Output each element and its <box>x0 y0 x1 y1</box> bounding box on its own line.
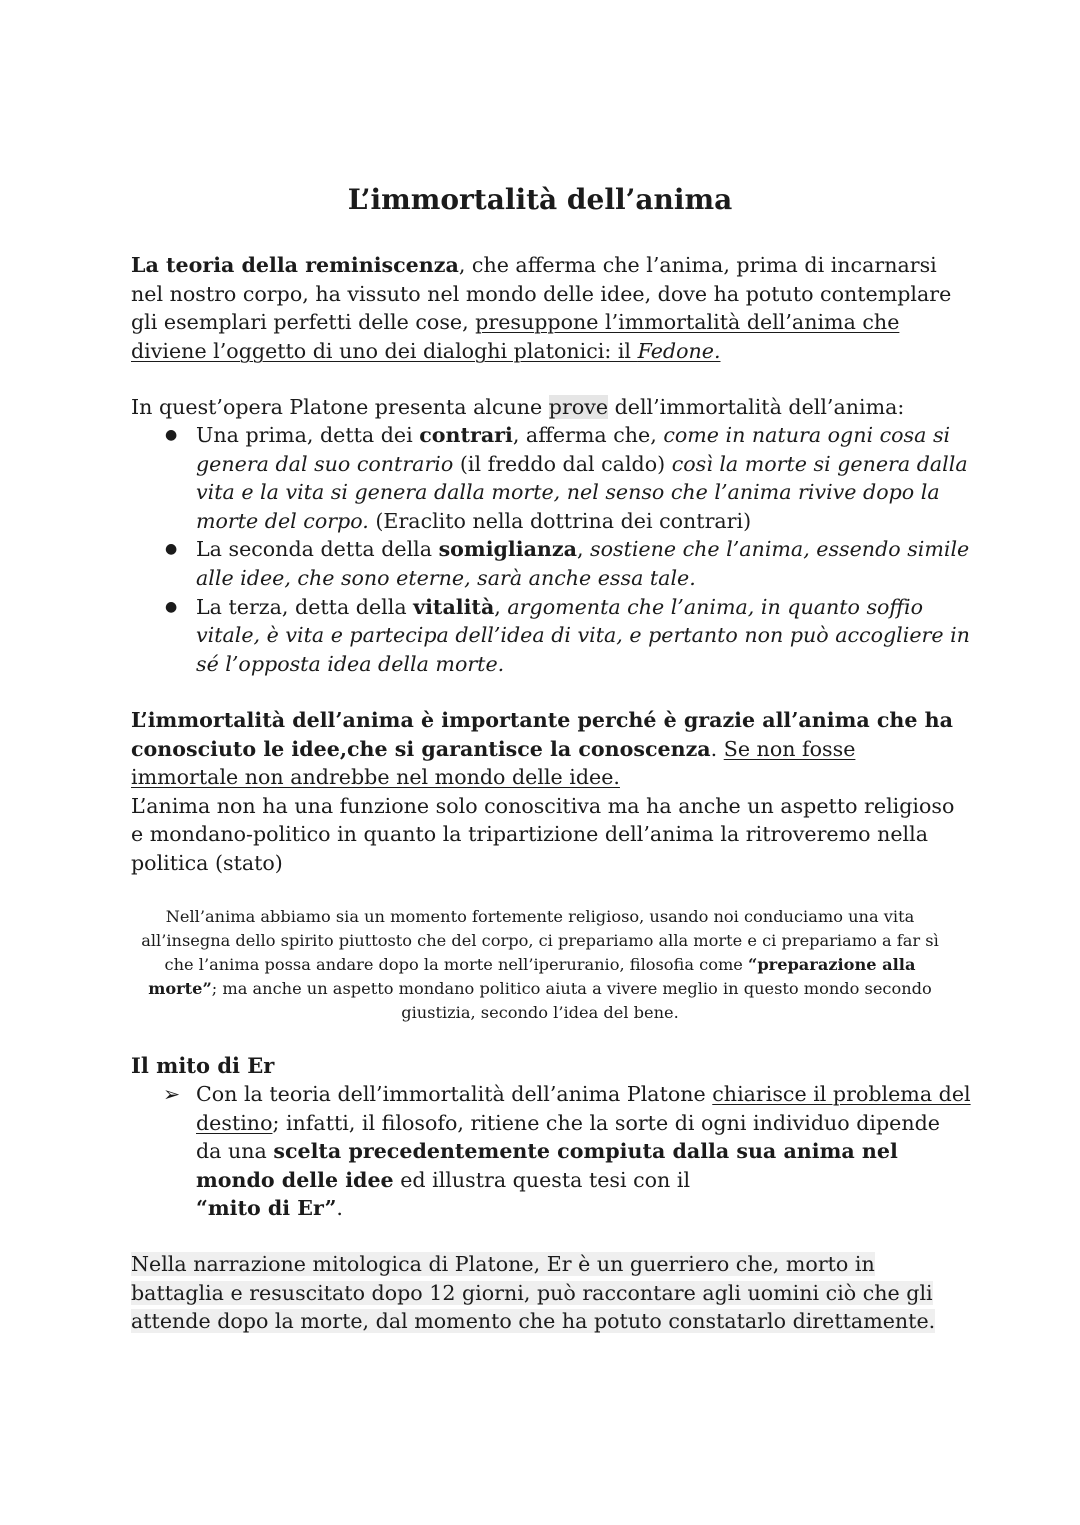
list-item-somiglianza: ● La seconda detta della somiglianza, sostiene che l’anima, essendo simile alle idee, che sono eterne, sarà anche essa tale. <box>165 537 970 590</box>
paragraph-reminiscenza: La teoria della reminiscenza, che afferma che l’anima, prima di incarnarsi nel nostro corpo, ha vissuto nel mondo delle idee, dove ha potuto contemplare gli esemplari perfetti delle cose, presuppone l’immortalità dell’anima che diviene l’oggetto di uno dei dialoghi platonici: il Fedone. <box>131 253 952 363</box>
arrow-list-item: ➢ Con la teoria dell’immortalità dell’anima Platone chiarisce il problema del destino; infatti, il filosofo, ritiene che la sorte di ogni individuo dipende da una scelta precedentemente compiuta dalla sua anima nel mondo delle idee ed illustra questa tesi con il “mito di Er”. <box>163 1082 971 1221</box>
proofs-list <box>131 421 971 678</box>
arrow-bullet-icon: ➢ <box>163 1082 181 1106</box>
highlighted-narration: Nella narrazione mitologica di Platone, Er è un guerriero che, morto in battaglia e resuscitato dopo 12 giorni, può raccontare agli uomini ciò che gli attende dopo la morte, dal momento che ha potuto constatarlo direttamente. <box>131 1252 936 1334</box>
bullet-icon: ● <box>165 427 178 443</box>
bullet-icon: ● <box>165 598 178 615</box>
page-title: L’immortalità dell’anima <box>347 183 733 216</box>
bold-scelta: scelta precedentemente compiuta dalla sua anima nel mondo delle idee <box>196 1139 898 1192</box>
bold-statement: L’immortalità dell’anima è importante perché è grazie all’anima che ha conosciuto le idee,che si garantisce la conoscenza <box>131 708 953 761</box>
bullet-icon: ● <box>165 541 178 558</box>
underlined-statement: Se non fosse immortale non andrebbe nel mondo delle idee. <box>131 736 856 790</box>
paragraph-narrazione <box>131 1250 961 1336</box>
highlight-prove: prove <box>548 395 609 419</box>
underlined-destino: chiarisce il problema del destino <box>196 1082 971 1135</box>
bold-mito-di-er: “mito di Er” <box>196 1196 337 1221</box>
underlined-claim: presuppone l’immortalità dell’anima che diviene l’oggetto di uno dei dialoghi platonici: il Fedone. <box>131 310 900 363</box>
paragraph-prove: In quest’opera Platone presenta alcune prove dell’immortalità dell’anima: <box>131 395 905 419</box>
term-reminiscenza: La teoria della reminiscenza <box>131 253 459 277</box>
list-item-vitalita: ● La terza, detta della vitalità, argomenta che l’anima, in quanto soffio vitale, è vita e partecipa dell’idea di vita, e pertanto non può accogliere in sé l’opposta idea della morte. <box>165 594 970 676</box>
quote-block: Nell’anima abbiamo sia un momento fortemente religioso, usando noi conduciamo una vita all’insegna dello spirito piuttosto che del corpo, ci prepariamo alla morte e ci prepariamo a far sì che l’anima possa andare dopo la morte nell’iperuranio, filosofia come “preparazione alla morte”; ma anche un aspetto mondano politico aiuta a vivere meglio in questo mondo secondo giustizia, secondo l’idea del bene. <box>141 907 939 1022</box>
fedone-title: Fedone. <box>637 338 721 363</box>
list-item-contrari: ● Una prima, detta dei contrari, afferma che, come in natura ogni cosa si genera dal suo contrario (il freddo dal caldo) così la morte si genera dalla vita e la vita si genera dalla morte, nel senso che l’anima rivive dopo la morte del corpo. (Eraclito nella dottrina dei contrari) <box>165 423 968 533</box>
paragraph-importanza: L’immortalità dell’anima è importante perché è grazie all’anima che ha conosciuto le idee,che si garantisce la conoscenza. Se non fosse immortale non andrebbe nel mondo delle idee. L’anima non ha una funzione solo conoscitiva ma ha anche un aspetto religioso e mondano-politico in quanto la tripartizione dell’anima la ritroveremo nella politica (stato) <box>131 708 955 875</box>
quote-bold: “preparazione alla morte” <box>148 955 916 998</box>
section-heading-mito-di-er: Il mito di Er <box>131 1053 275 1078</box>
